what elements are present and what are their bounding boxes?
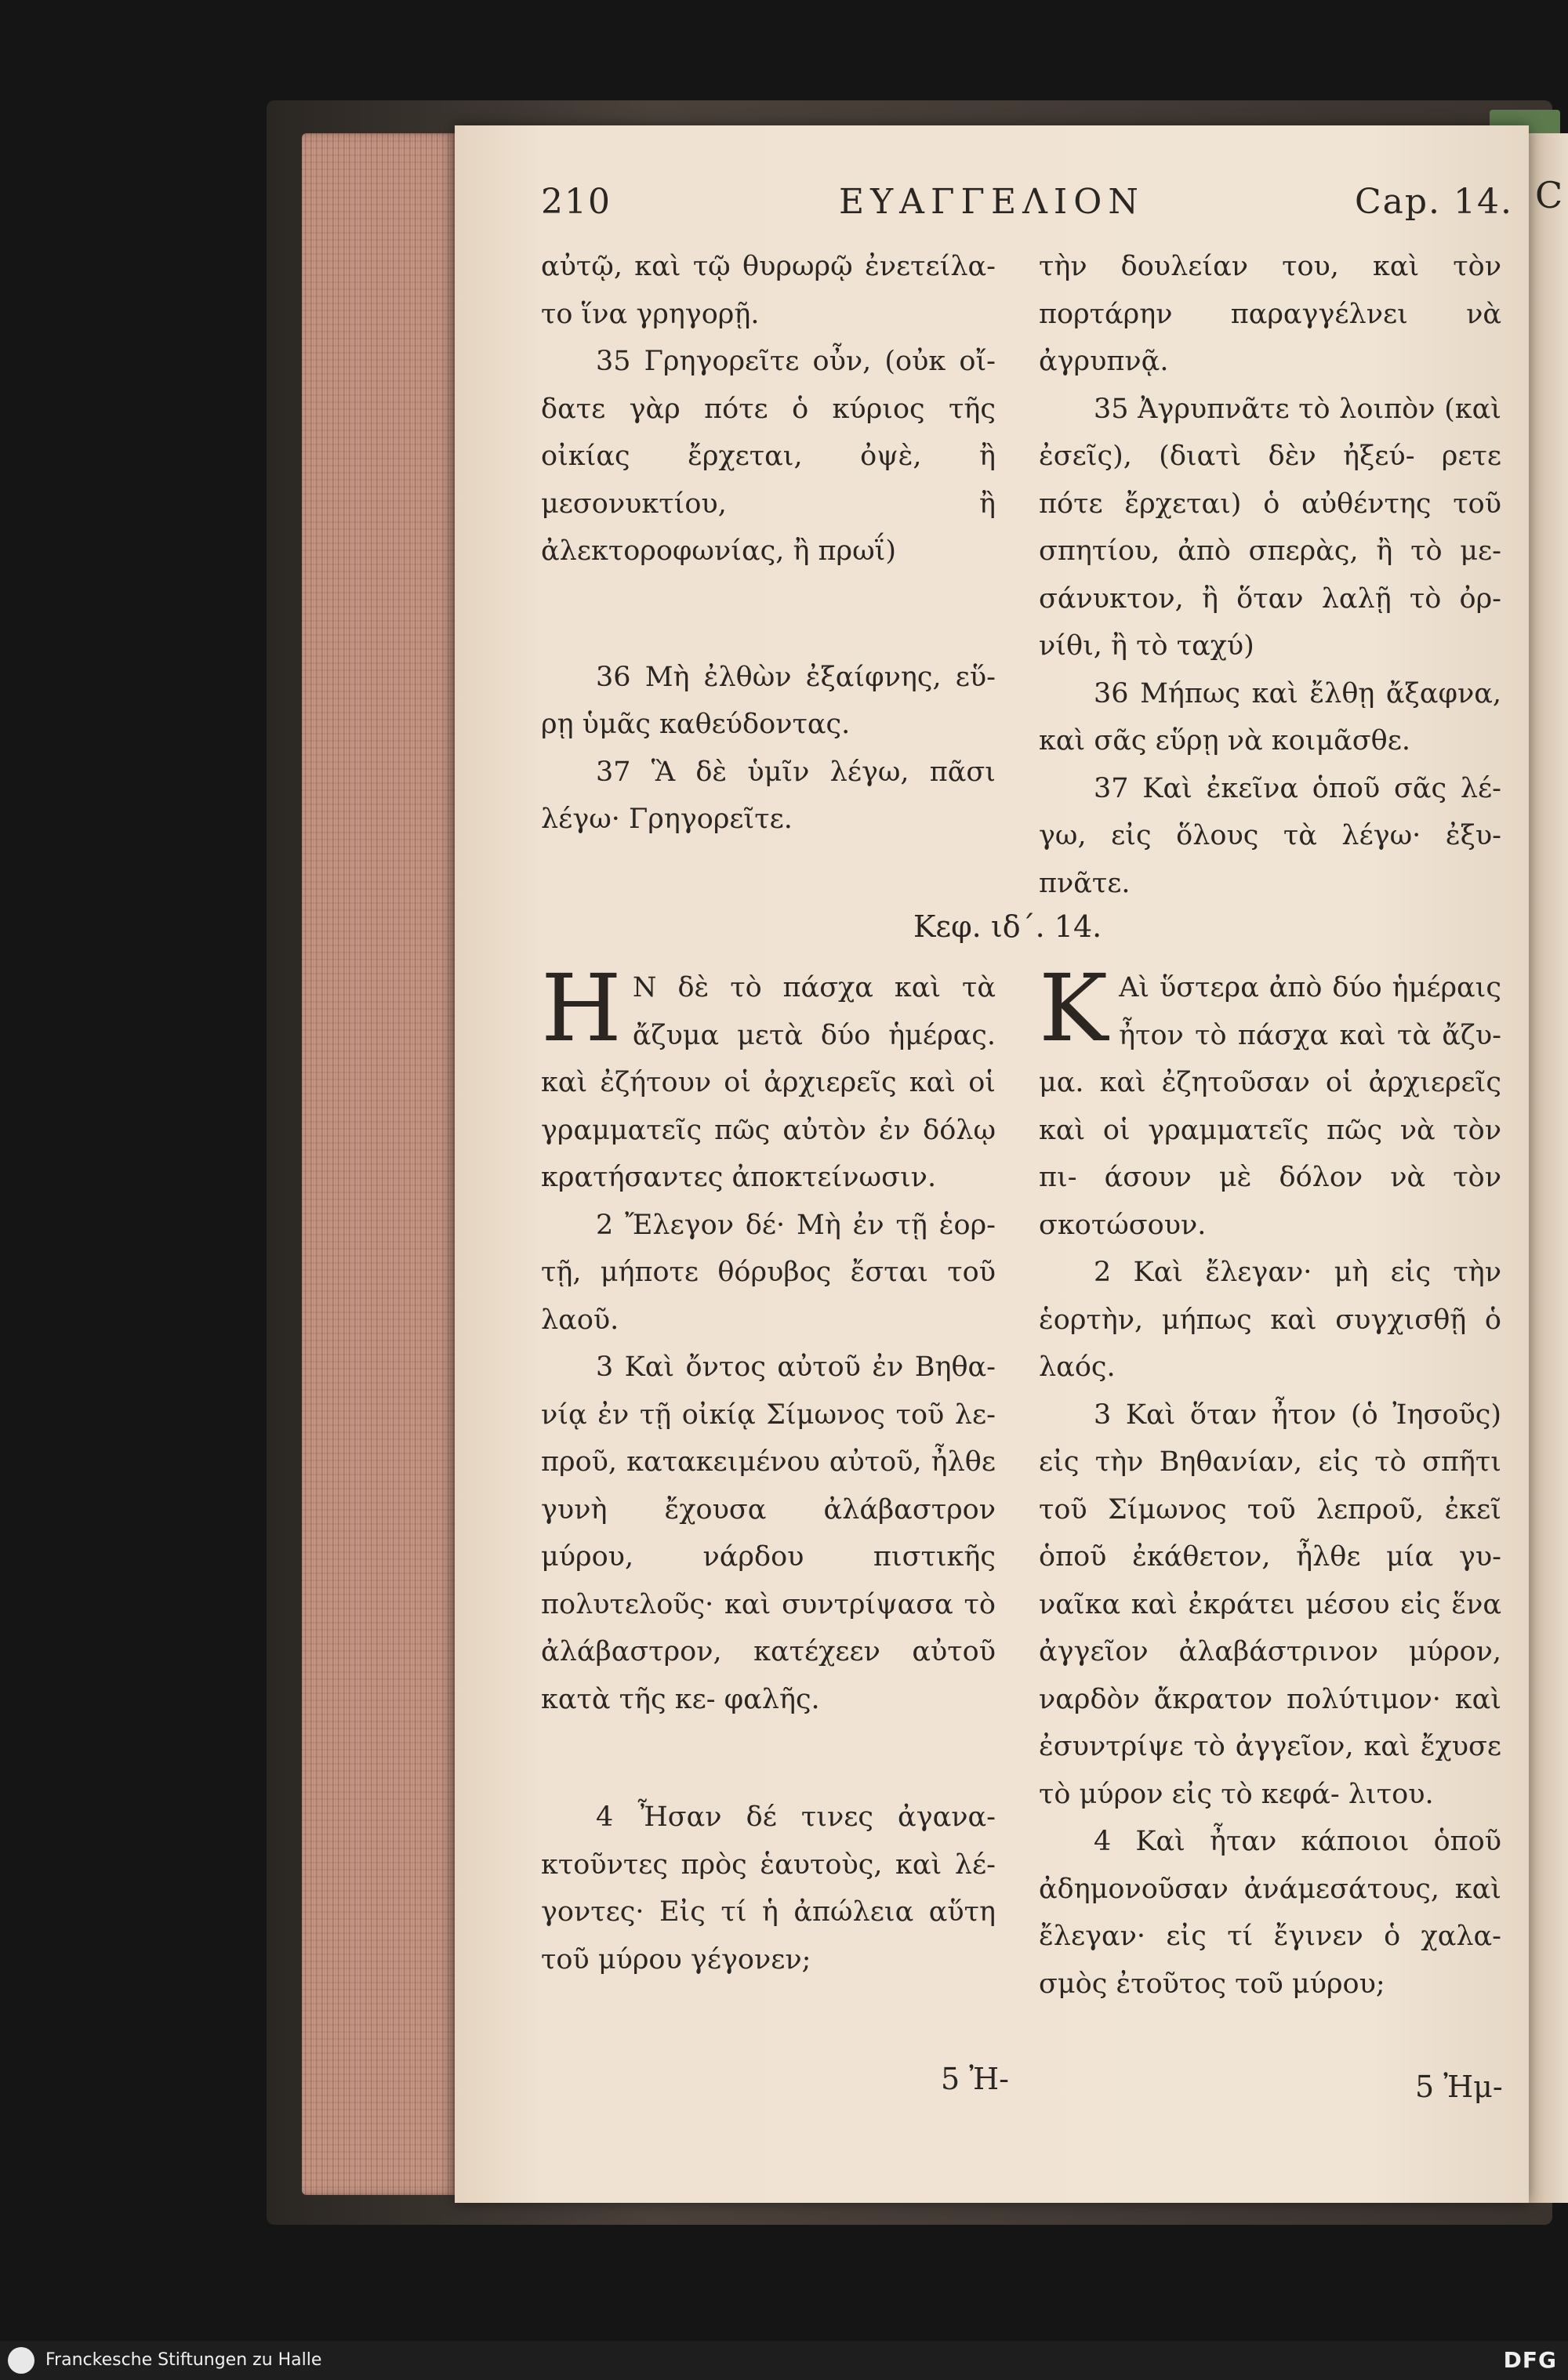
verse-text: 37 Καὶ ἐκεῖνα ὁποῦ σᾶς λέ- γω, εἰς ὅλους τὰ λέγω· ἐξυ- πνᾶτε.	[1039, 772, 1501, 899]
page-content	[455, 125, 1529, 2203]
catchword-right: 5 Ἠμ-	[1415, 2070, 1503, 2104]
next-page-letter: C	[1535, 174, 1563, 216]
verse-text: 4 Ἦσαν δέ τινες ἀγανα- κτοῦντες πρὸς ἑαυτοὺς, καὶ λέ- γοντες· Εἰς τί ἡ ἀπώλεια αὕτη τοῦ μύρου γέγονεν;	[541, 1801, 996, 1975]
section-heading: Κεφ. ιδ΄. 14.	[913, 909, 1102, 944]
drop-cap: Κ	[1039, 954, 1109, 1062]
verse-text: 3 Καὶ ὄντος αὐτοῦ ἐν Βηθα- νίᾳ ἐν τῇ οἰκίᾳ Σίμωνος τοῦ λε- προῦ, κατακειμένου αὐτοῦ, ἦλθε γυνὴ ἔχουσα ἀλάβαστρον μύρου, νάρδου πιστικῆς πολυτελοῦς· καὶ συντρίψασα τὸ ἀλάβαστρον, κατέχεεν αὐτοῦ κατὰ τῆς κε- φαλῆς.	[541, 1351, 996, 1715]
book-page	[455, 125, 1529, 2203]
verse-text: 37 Ἃ δὲ ὑμῖν λέγω, πᾶσι λέγω· Γρηγορεῖτε.	[541, 756, 996, 835]
chapter-opening	[541, 954, 996, 1202]
verse-text: 2 Καὶ ἔλεγαν· μὴ εἰς τὴν ἑορτὴν, μήπως καὶ συγχισθῇ ὁ λαός.	[1039, 1257, 1501, 1383]
drop-cap: Η	[541, 954, 622, 1062]
right-column-top	[1039, 243, 1501, 907]
chapter-label: Cap. 14.	[1354, 182, 1513, 222]
verse-text: τὴν δουλείαν του, καὶ τὸν πορτάρην παραγγέλνει νὰ ἀγρυπνᾷ.	[1039, 251, 1501, 377]
page-title: ΕΥΑΓΓΕΛΙΟΝ	[839, 182, 1145, 222]
right-column-bottom	[1039, 954, 1501, 2008]
left-column-bottom	[541, 954, 996, 1983]
opening-text: Αὶ ὕστερα ἀπὸ δύο ἡμέραις ἦτον τὸ πάσχα καὶ τὰ ἄζυ- μα. καὶ ἐζητοῦσαν οἱ ἀρχιερεῖς καὶ οἱ γραμματεῖς πῶς νὰ τὸν πι- άσουν μὲ δόλον νὰ τὸν σκοτώσουν.	[1039, 972, 1501, 1241]
page-number: 210	[541, 182, 612, 222]
left-column-top	[541, 243, 996, 844]
funder-logo: DFG	[1503, 2347, 1557, 2373]
catchword-left: 5 Ἠ-	[941, 2062, 1010, 2096]
running-head	[541, 182, 1513, 237]
verse-text: 36 Μήπως καὶ ἔλθῃ ἄξαφνα, καὶ σᾶς εὕρῃ νὰ κοιμᾶσθε.	[1039, 677, 1501, 756]
institution-name: Franckesche Stiftungen zu Halle	[45, 2350, 322, 2370]
verse-text: 2 Ἔλεγον δέ· Μὴ ἐν τῇ ἑορ- τῇ, μήποτε θόρυβος ἔσται τοῦ λαοῦ.	[541, 1209, 996, 1336]
verse-text: 3 Καὶ ὅταν ἦτον (ὁ Ἰησοῦς) εἰς τὴν Βηθανίαν, εἰς τὸ σπῆτι τοῦ Σίμωνος τοῦ λεπροῦ, ἐκεῖ ὁποῦ ἐκάθετον, ἦλθε μία γυ- ναῖκα καὶ ἐκράτει μέσου εἰς ἕνα ἀγγεῖον ἀλαβάστρινον μύρον, ναρδὸν ἄκρατον πολύτιμον· καὶ ἐσυντρίψε τὸ ἀγγεῖον, καὶ ἔχυσε τὸ μύρον εἰς τὸ κεφά- λιτου.	[1039, 1399, 1501, 1810]
verse-text: 36 Μὴ ἐλθὼν ἐξαίφνης, εὕ- ρῃ ὑμᾶς καθεύδοντας.	[541, 661, 996, 740]
viewer-footer	[0, 2341, 1568, 2380]
opening-text: Ν δὲ τὸ πάσχα καὶ τὰ ἄζυμα μετὰ δύο ἡμέρας. καὶ ἐζήτουν οἱ ἀρχιερεῖς καὶ οἱ γραμματεῖς πῶς αὐτὸν ἐν δόλῳ κρατήσαντες ἀποκτείνωσιν.	[541, 972, 996, 1193]
institution-logo-icon	[8, 2347, 34, 2374]
chapter-opening	[1039, 954, 1501, 1249]
next-page-edge	[1529, 133, 1568, 2203]
page-edges	[302, 133, 459, 2195]
verse-text: αὐτῷ, καὶ τῷ θυρωρῷ ἐνετείλα- το ἵνα γρηγορῇ.	[541, 251, 996, 330]
verse-text: 4 Καὶ ἦταν κάποιοι ὁποῦ ἀδημονοῦσαν ἀνάμεσάτους, καὶ ἔλεγαν· εἰς τί ἔγινεν ὁ χαλα- σμὸς ἐτοῦτος τοῦ μύρου;	[1039, 1826, 1501, 2000]
verse-text: 35 Ἀγρυπνᾶτε τὸ λοιπὸν (καὶ ἐσεῖς), (διατὶ δὲν ἠξεύ- ρετε πότε ἔρχεται) ὁ αὐθέντης τοῦ σπητίου, ἀπὸ σπερὰς, ἢ τὸ με- σάνυκτον, ἢ ὅταν λαλῇ τὸ ὀρ- νίθι, ἢ τὸ ταχύ)	[1039, 393, 1501, 662]
verse-text: 35 Γρηγορεῖτε οὖν, (οὐκ οἴ- δατε γὰρ πότε ὁ κύριος τῆς οἰκίας ἔρχεται, ὀψὲ, ἢ μεσονυκτίου, ἢ ἀλεκτοροφωνίας, ἢ πρωΐ)	[541, 346, 996, 567]
